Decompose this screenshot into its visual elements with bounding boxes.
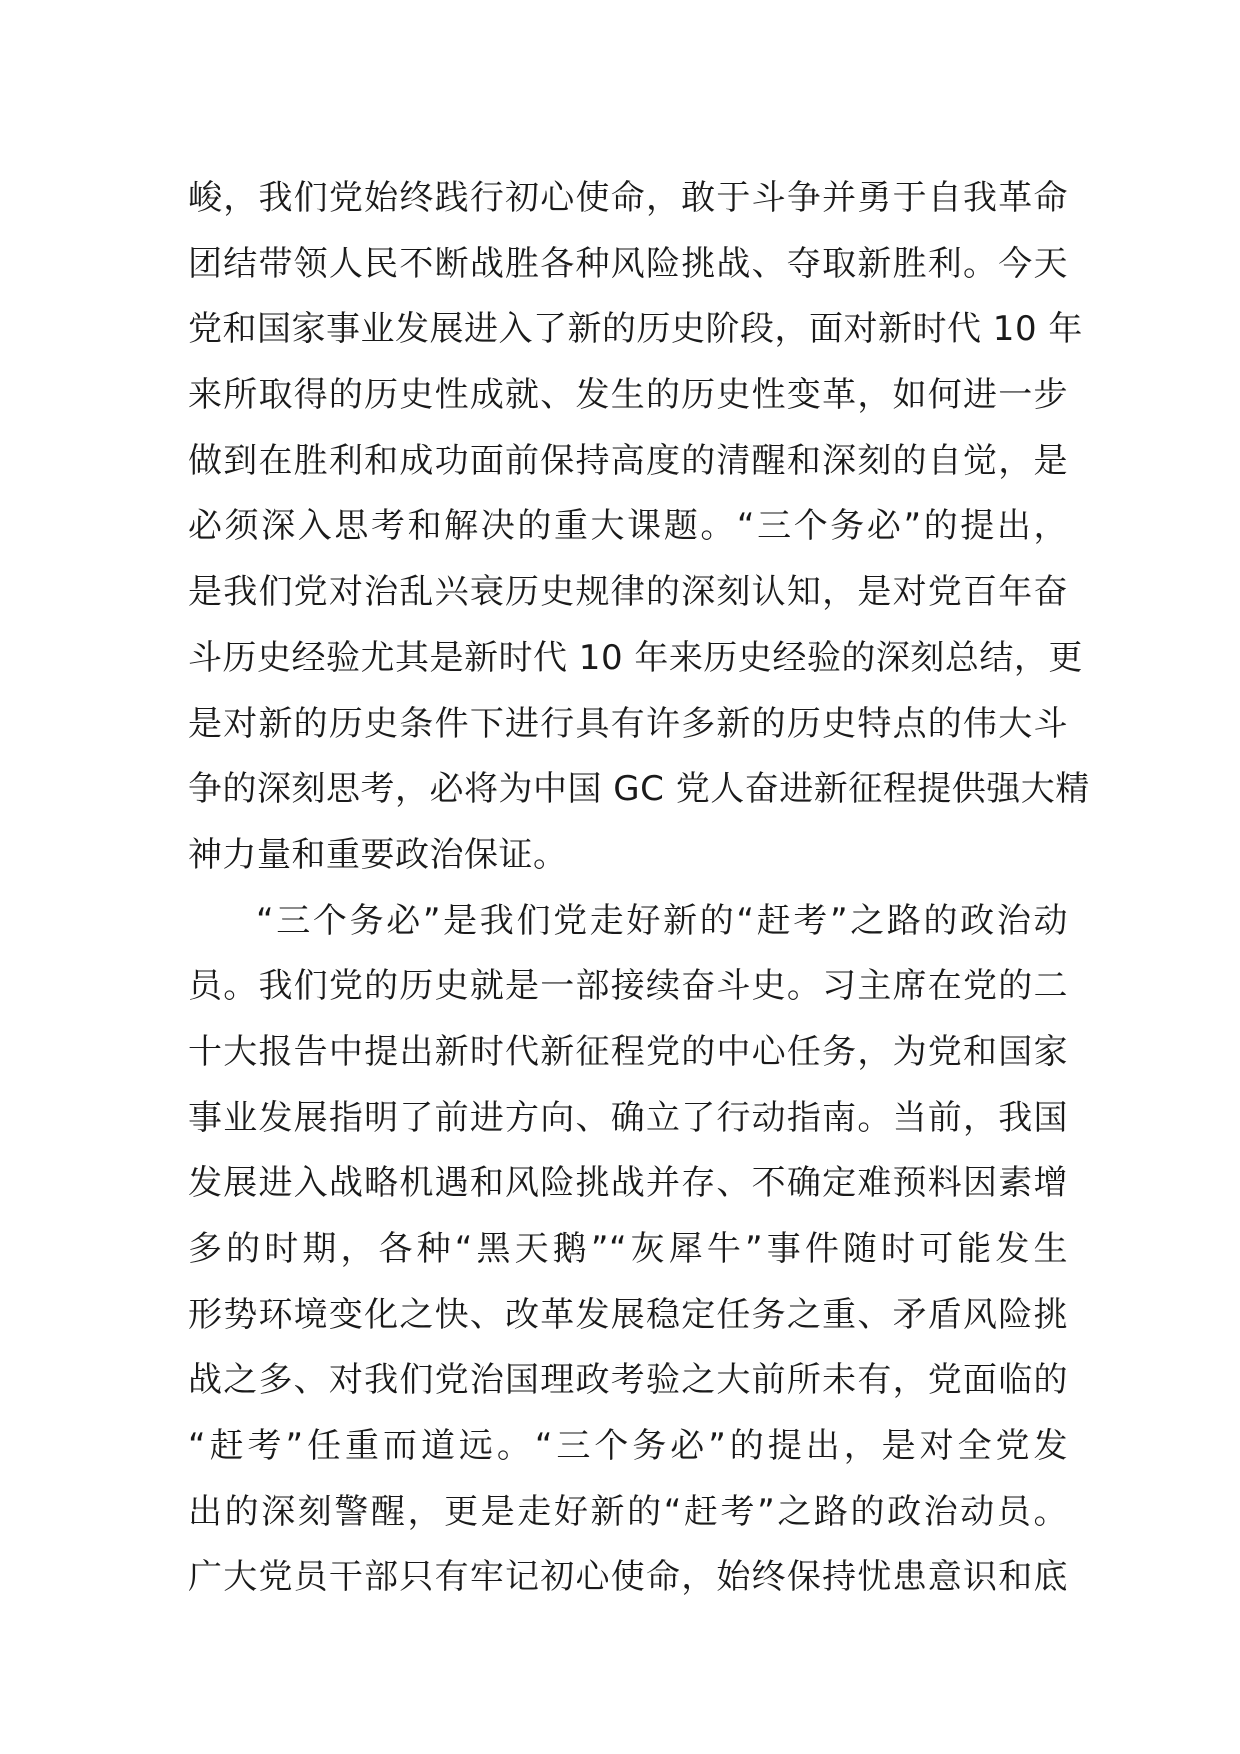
text-line: 十大报告中提出新时代新征程党的中心任务，为党和国家: [188, 1031, 1068, 1072]
text-line: 峻，我们党始终践行初心使命，敢于斗争并勇于自我革命: [188, 178, 1068, 218]
text-line: 是我们党对治乱兴衰历史规律的深刻认知，是对党百年奋: [188, 572, 1068, 613]
paragraph-end-line: 神力量和重要政治保证。: [188, 834, 568, 875]
paragraph-start-line: “三个务必”是我们党走好新的“赶考”之路的政治动: [256, 900, 1068, 941]
text-line: 来所取得的历史性成就、发生的历史性变革，如何进一步: [188, 375, 1068, 416]
text-line: 做到在胜利和成功面前保持高度的清醒和深刻的自觉，是: [188, 440, 1068, 481]
body-text: [188, 166, 1090, 1611]
text-line: 事业发展指明了前进方向、确立了行动指南。当前，我国: [188, 1097, 1068, 1138]
text-line: 必须深入思考和解决的重大课题。“三个务必”的提出，: [188, 506, 1068, 547]
text-line: 党和国家事业发展进入了新的历史阶段，面对新时代 10 年: [188, 309, 1083, 350]
text-line: 是对新的历史条件下进行具有许多新的历史特点的伟大斗: [188, 703, 1068, 744]
text-line: “赶考”任重而道远。“三个务必”的提出，是对全党发: [188, 1426, 1068, 1467]
text-line: 多的时期，各种“黑天鹅”“灰犀牛”事件随时可能发生: [188, 1229, 1068, 1269]
text-line: 斗历史经验尤其是新时代 10 年来历史经验的深刻总结，更: [188, 637, 1083, 678]
text-line: 发展进入战略机遇和风险挑战并存、不确定难预料因素增: [188, 1163, 1068, 1204]
text-line: 出的深刻警醒，更是走好新的“赶考”之路的政治动员。: [188, 1491, 1068, 1532]
text-line: 团结带领人民不断战胜各种风险挑战、夺取新胜利。今天: [188, 243, 1068, 284]
text-line: 形势环境变化之快、改革发展稳定任务之重、矛盾风险挑: [188, 1294, 1068, 1335]
text-line: 广大党员干部只有牢记初心使命，始终保持忧患意识和底: [188, 1557, 1068, 1598]
text-line: 争的深刻思考，必将为中国 GC 党人奋进新征程提供强大精: [188, 769, 1090, 810]
text-line: 员。我们党的历史就是一部接续奋斗史。习主席在党的二: [188, 966, 1068, 1007]
text-line: 战之多、对我们党治国理政考验之大前所未有，党面临的: [188, 1360, 1068, 1401]
